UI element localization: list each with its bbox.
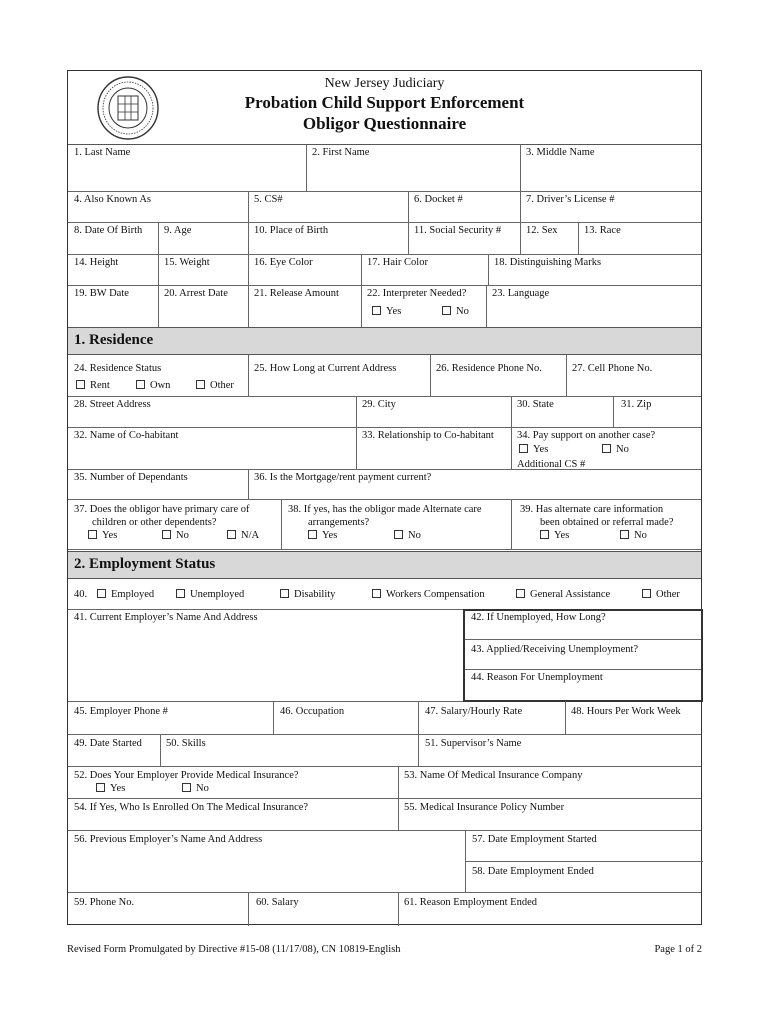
org-name: New Jersey Judiciary [324, 76, 445, 91]
other-employment-option[interactable] [638, 586, 684, 603]
zip-field[interactable]: 31. Zip [621, 399, 652, 410]
insurance-enrolled-field[interactable]: 54. If Yes, Who Is Enrolled On The Medical Insurance? [74, 802, 309, 813]
own-option[interactable] [132, 377, 174, 394]
height-field[interactable]: 14. Height [74, 257, 119, 268]
employer-phone-field[interactable]: 45. Employer Phone # [74, 706, 168, 717]
state-field[interactable]: 30. State [517, 399, 554, 410]
care-info-label-cont: been obtained or referral made? [540, 517, 674, 528]
other-case-no-option[interactable] [598, 441, 633, 458]
option-label: Employed [111, 589, 155, 600]
checkbox-icon[interactable] [196, 380, 205, 389]
checkbox-icon[interactable] [372, 589, 381, 598]
age-field[interactable]: 9. Age [164, 225, 192, 236]
footer-directive: Revised Form Promulgated by Directive #15-08 (11/17/08), CN 10819-English [67, 944, 401, 955]
option-label: No [634, 530, 647, 541]
current-employer-field[interactable]: 41. Current Employer’s Name And Address [74, 612, 258, 623]
alternate-care-no-option[interactable] [390, 527, 425, 544]
option-label: Unemployed [190, 589, 245, 600]
checkbox-icon[interactable] [620, 530, 629, 539]
checkbox-icon[interactable] [516, 589, 525, 598]
residence-status-label: 24. Residence Status [74, 363, 162, 374]
ssn-field[interactable]: 11. Social Security # [414, 225, 502, 236]
skills-field[interactable]: 50. Skills [166, 738, 206, 749]
form-header [68, 71, 701, 145]
option-label: Yes [102, 530, 118, 541]
checkbox-icon[interactable] [602, 444, 611, 453]
city-field[interactable]: 29. City [362, 399, 396, 410]
unemployed-option[interactable] [172, 586, 248, 603]
other-residence-option[interactable] [192, 377, 238, 394]
checkbox-icon[interactable] [76, 380, 85, 389]
race-field[interactable]: 13. Race [584, 225, 621, 236]
unemployed-how-long-field[interactable]: 42. If Unemployed, How Long? [471, 612, 606, 623]
option-label: Own [150, 380, 171, 391]
salary-field[interactable]: 60. Salary [256, 897, 299, 908]
place-of-birth-field[interactable]: 10. Place of Birth [254, 225, 329, 236]
form-title: Probation Child Support Enforcement [244, 93, 525, 112]
option-label: Other [656, 589, 680, 600]
cohabitant-name-field[interactable]: 32. Name of Co-habitant [74, 430, 179, 441]
how-long-address-field[interactable]: 25. How Long at Current Address [254, 363, 397, 374]
checkbox-icon[interactable] [308, 530, 317, 539]
cohabitant-relationship-field[interactable]: 33. Relationship to Co-habitant [362, 430, 494, 441]
cs-number-field[interactable]: 5. CS# [254, 194, 283, 205]
salary-rate-field[interactable]: 47. Salary/Hourly Rate [425, 706, 523, 717]
first-name-field[interactable]: 2. First Name [312, 147, 370, 158]
dependants-field[interactable]: 35. Number of Dependants [74, 472, 188, 483]
cell-phone-field[interactable]: 27. Cell Phone No. [572, 363, 653, 374]
checkbox-icon[interactable] [88, 530, 97, 539]
bw-date-field[interactable]: 19. BW Date [74, 288, 129, 299]
interpreter-yes-option[interactable] [368, 303, 405, 320]
hair-color-field[interactable]: 17. Hair Color [367, 257, 428, 268]
checkbox-icon[interactable] [280, 589, 289, 598]
unemployment-reason-field[interactable]: 44. Reason For Unemployment [471, 672, 603, 683]
drivers-license-field[interactable]: 7. Driver’s License # [526, 194, 615, 205]
option-label: General Assistance [530, 589, 611, 600]
residence-section-heading: 1. Residence [68, 327, 701, 355]
applied-unemployment-field[interactable]: 43. Applied/Receiving Unemployment? [471, 644, 639, 655]
rent-option[interactable] [72, 377, 114, 394]
release-amount-field[interactable]: 21. Release Amount [254, 288, 339, 299]
checkbox-icon[interactable] [136, 380, 145, 389]
distinguishing-marks-field[interactable]: 18. Distinguishing Marks [494, 257, 602, 268]
alternate-care-label: 38. If yes, has the obligor made Alternate care [288, 504, 482, 515]
primary-care-na-option[interactable] [223, 527, 263, 544]
aka-field[interactable]: 4. Also Known As [74, 194, 152, 205]
medical-insurance-label: 52. Does Your Employer Provide Medical Insurance? [74, 770, 299, 781]
residence-phone-field[interactable]: 26. Residence Phone No. [436, 363, 542, 374]
street-address-field[interactable]: 28. Street Address [74, 399, 151, 410]
checkbox-icon[interactable] [372, 306, 381, 315]
weight-field[interactable]: 15. Weight [164, 257, 210, 268]
option-label: No [408, 530, 421, 541]
mortgage-current-field[interactable]: 36. Is the Mortgage/rent payment current? [254, 472, 432, 483]
date-started-field[interactable]: 49. Date Started [74, 738, 142, 749]
employment-section-heading: 2. Employment Status [68, 551, 701, 579]
workers-comp-option[interactable] [368, 586, 489, 603]
employment-ended-field[interactable]: 58. Date Employment Ended [472, 866, 594, 877]
additional-cs-field[interactable]: Additional CS # [517, 459, 586, 470]
general-assistance-option[interactable] [512, 586, 614, 603]
option-label: Yes [554, 530, 570, 541]
primary-care-label: 37. Does the obligor have primary care of [74, 504, 250, 515]
insurance-company-field[interactable]: 53. Name Of Medical Insurance Company [404, 770, 583, 781]
form-subtitle: Obligor Questionnaire [302, 114, 467, 133]
option-label: Rent [90, 380, 110, 391]
hours-per-week-field[interactable]: 48. Hours Per Work Week [571, 706, 681, 717]
alternate-care-yes-option[interactable] [304, 527, 341, 544]
option-label: No [176, 530, 189, 541]
primary-care-label-cont: children or other dependents? [92, 517, 217, 528]
interpreter-no-option[interactable] [438, 303, 473, 320]
docket-field[interactable]: 6. Docket # [414, 194, 463, 205]
eye-color-field[interactable]: 16. Eye Color [254, 257, 313, 268]
alternate-care-label-cont: arrangements? [308, 517, 370, 528]
option-label: No [456, 306, 469, 317]
primary-care-no-option[interactable] [158, 527, 193, 544]
option-label: Yes [386, 306, 402, 317]
supervisor-name-field[interactable]: 51. Supervisor’s Name [425, 738, 522, 749]
insurance-policy-field[interactable]: 55. Medical Insurance Policy Number [404, 802, 565, 813]
previous-employer-field[interactable]: 56. Previous Employer’s Name And Address [74, 834, 263, 845]
care-info-no-option[interactable] [616, 527, 651, 544]
occupation-field[interactable]: 46. Occupation [280, 706, 345, 717]
employment-started-field[interactable]: 57. Date Employment Started [472, 834, 597, 845]
middle-name-field[interactable]: 3. Middle Name [526, 147, 595, 158]
option-label: Yes [110, 783, 126, 794]
option-label: Yes [322, 530, 338, 541]
checkbox-icon[interactable] [97, 589, 106, 598]
reason-ended-field[interactable]: 61. Reason Employment Ended [404, 897, 537, 908]
checkbox-icon[interactable] [394, 530, 403, 539]
employment-status-label: 40. [74, 589, 88, 600]
arrest-date-field[interactable]: 20. Arrest Date [164, 288, 228, 299]
option-label: Workers Compensation [386, 589, 485, 600]
checkbox-icon[interactable] [227, 530, 236, 539]
checkbox-icon[interactable] [182, 783, 191, 792]
medical-insurance-yes-option[interactable] [92, 780, 129, 797]
sex-field[interactable]: 12. Sex [526, 225, 558, 236]
checkbox-icon[interactable] [162, 530, 171, 539]
care-info-label: 39. Has alternate care information [520, 504, 664, 515]
questionnaire-form [67, 70, 702, 925]
interpreter-needed-label: 22. Interpreter Needed? [367, 288, 467, 299]
care-info-yes-option[interactable] [536, 527, 573, 544]
last-name-field[interactable]: 1. Last Name [74, 147, 131, 158]
option-label: No [616, 444, 629, 455]
other-case-support-label: 34. Pay support on another case? [517, 430, 656, 441]
option-label: Disability [294, 589, 336, 600]
option-label: Yes [533, 444, 549, 455]
dob-field[interactable]: 8. Date Of Birth [74, 225, 143, 236]
medical-insurance-no-option[interactable] [178, 780, 213, 797]
disability-option[interactable] [276, 586, 339, 603]
checkbox-icon[interactable] [642, 589, 651, 598]
option-label: Other [210, 380, 234, 391]
checkbox-icon[interactable] [176, 589, 185, 598]
checkbox-icon[interactable] [540, 530, 549, 539]
page-number: Page 1 of 2 [654, 944, 702, 955]
option-label: No [196, 783, 209, 794]
option-label: N/A [241, 530, 260, 541]
checkbox-icon[interactable] [519, 444, 528, 453]
employed-option[interactable] [93, 586, 158, 603]
primary-care-yes-option[interactable] [84, 527, 121, 544]
checkbox-icon[interactable] [96, 783, 105, 792]
language-field[interactable]: 23. Language [492, 288, 550, 299]
checkbox-icon[interactable] [442, 306, 451, 315]
phone-number-field[interactable]: 59. Phone No. [74, 897, 135, 908]
